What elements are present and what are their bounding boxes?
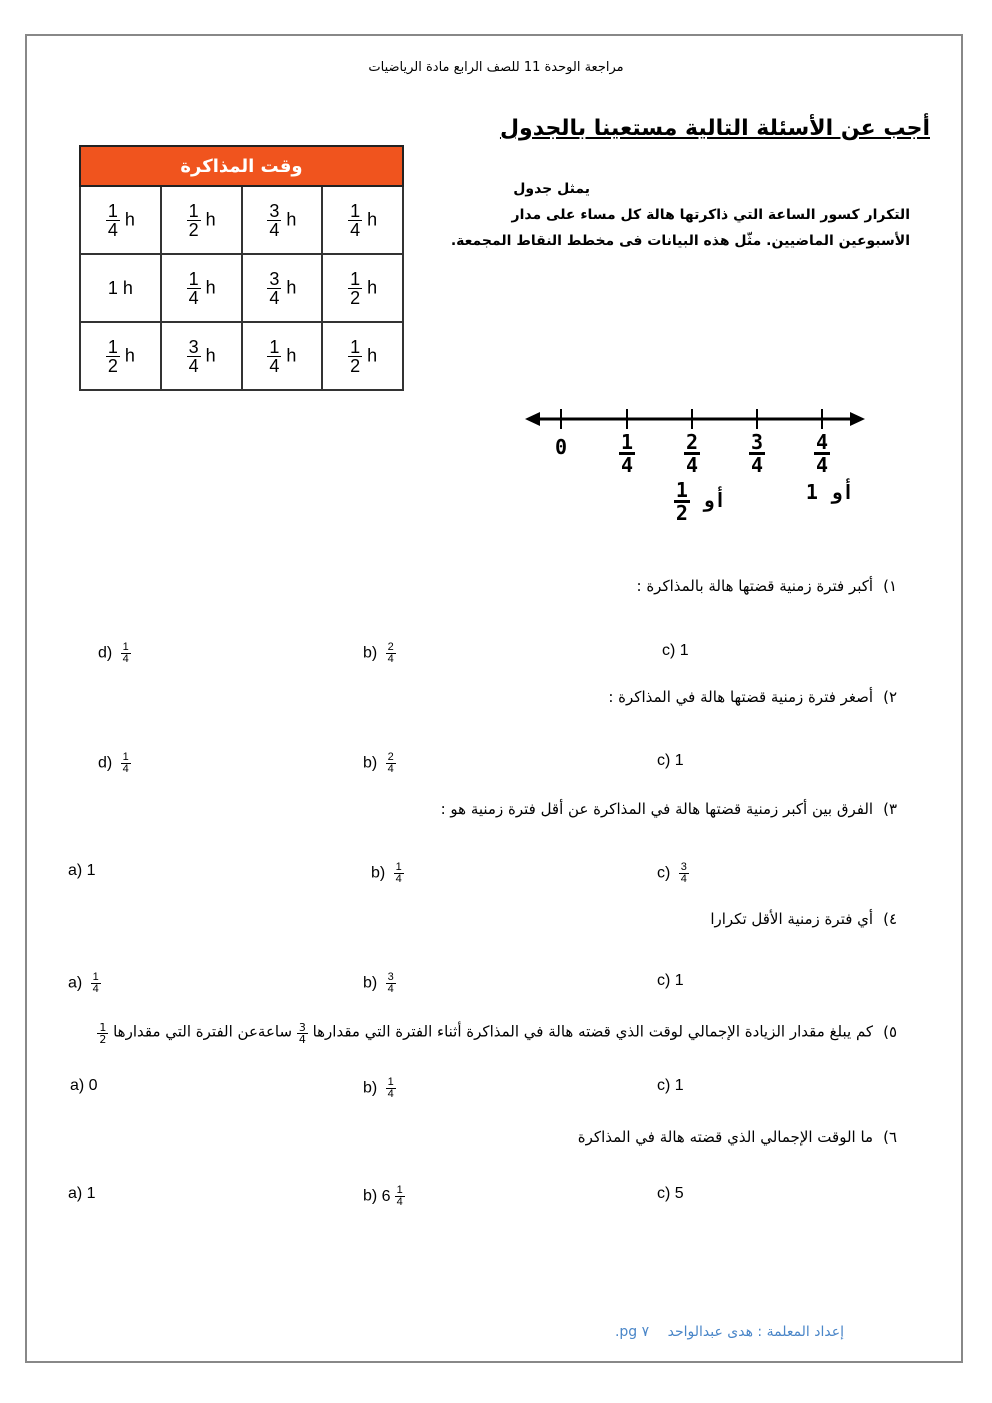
value	[675, 752, 684, 769]
worksheet-header: مراجعة الوحدة 11 للصف الرابع مادة الرياضيات	[368, 60, 624, 75]
whole-number: 1	[86, 862, 96, 879]
value	[348, 336, 362, 376]
denominator: 4	[395, 873, 402, 885]
fraction	[97, 1022, 108, 1045]
answer-option[interactable]	[98, 752, 131, 775]
instruction-line: يمثل جدول	[513, 181, 590, 197]
whole-number: 1	[674, 752, 684, 769]
value	[87, 1185, 96, 1202]
table-row	[80, 186, 403, 254]
answer-option[interactable]	[657, 1077, 684, 1095]
value	[674, 478, 690, 525]
fraction	[679, 862, 689, 885]
value	[348, 268, 362, 308]
fraction	[814, 432, 830, 475]
value	[390, 861, 404, 885]
numerator: 1	[188, 268, 199, 289]
fraction	[619, 432, 635, 475]
value	[814, 430, 830, 477]
denominator: 4	[92, 983, 99, 995]
option-letter: b)	[363, 974, 382, 992]
fraction	[386, 1077, 396, 1100]
question-text	[57, 1022, 897, 1045]
question-number: ٢)	[883, 688, 897, 706]
tick-label	[802, 432, 842, 475]
fraction	[386, 642, 396, 665]
fraction	[395, 1185, 405, 1208]
unit-label: h	[281, 344, 297, 365]
denominator: 4	[269, 219, 280, 240]
question-number: ٦)	[883, 1128, 897, 1146]
numerator: 2	[387, 641, 394, 653]
question-label: أكبر فترة زمنية قضتها هالة بالمذاكرة :	[636, 577, 874, 595]
value	[117, 641, 131, 665]
denominator: 2	[350, 355, 361, 376]
numerator: 1	[188, 200, 199, 221]
option-letter: c)	[657, 1077, 675, 1094]
option-letter: d)	[98, 754, 117, 772]
fraction	[394, 862, 404, 885]
or-text: أو	[689, 488, 727, 512]
unit-label: h	[200, 208, 216, 229]
unit-label: h	[200, 276, 216, 297]
table-cell	[80, 254, 161, 322]
fraction	[187, 270, 201, 307]
denominator: 4	[387, 763, 394, 775]
option-letter: b)	[363, 1079, 382, 1097]
fraction	[684, 432, 700, 475]
fraction	[674, 480, 690, 523]
table-cell	[322, 186, 403, 254]
option-letter: a)	[70, 1077, 89, 1094]
whole-number: 0	[88, 1077, 98, 1094]
numerator: 3	[188, 336, 199, 357]
value	[106, 200, 120, 240]
whole-number: 0	[554, 435, 568, 459]
table-cell	[242, 254, 323, 322]
alternate-label	[660, 480, 740, 523]
fraction	[749, 432, 765, 475]
whole-number: 1	[674, 972, 684, 989]
numerator: 1	[122, 751, 129, 763]
denominator: 4	[269, 355, 280, 376]
value	[806, 480, 818, 504]
table-cell	[242, 322, 323, 390]
table-cell	[242, 186, 323, 254]
fraction	[106, 338, 120, 375]
left-arrow-icon	[525, 412, 540, 426]
question-label: كم يبلغ مقدار الزيادة الإجمالي لوقت الذي قضته هالة في المذاكرة أثناء الفترة التي مقدارها	[307, 1022, 874, 1041]
answer-option[interactable]	[363, 1077, 396, 1100]
whole-number: 1	[86, 1185, 96, 1202]
numerator: 1	[675, 478, 688, 502]
fraction	[106, 202, 120, 239]
value	[348, 200, 362, 240]
whole-number: 1	[107, 277, 118, 298]
denominator: 4	[387, 653, 394, 665]
denominator: 2	[188, 219, 199, 240]
denominator: 4	[122, 653, 129, 665]
numerator: 3	[269, 200, 280, 221]
value	[675, 1077, 684, 1094]
value	[97, 1021, 108, 1046]
whole-number: 1	[674, 1077, 684, 1094]
question-number: ٣)	[883, 800, 897, 818]
value	[106, 336, 120, 376]
whole-number: 6	[381, 1187, 391, 1205]
denominator: 4	[298, 1033, 306, 1046]
numerator: 1	[107, 200, 118, 221]
unit-label: h	[362, 276, 378, 297]
table-cell	[161, 254, 242, 322]
whole-number: 5	[674, 1185, 684, 1202]
question-label: أي فترة زمنية الأقل تكرارا	[710, 910, 874, 928]
option-letter: c)	[662, 642, 680, 659]
table-cell	[161, 322, 242, 390]
value	[382, 751, 396, 775]
fraction	[267, 270, 281, 307]
answer-option[interactable]	[68, 1185, 96, 1203]
instruction-line: الأسبوعين الماضيين. مثّل هذه البيانات فى مخطط النقاط المجمعة.	[450, 233, 910, 249]
value	[382, 971, 396, 995]
table-row	[80, 322, 403, 390]
value	[675, 972, 684, 989]
denominator: 2	[99, 1033, 107, 1046]
value	[267, 268, 281, 308]
answer-option[interactable]	[657, 752, 684, 770]
numerator: 3	[298, 1021, 306, 1034]
value	[619, 430, 635, 477]
numerator: 1	[269, 336, 280, 357]
answer-option[interactable]	[657, 1185, 684, 1203]
question-text	[57, 577, 897, 595]
tick-label	[607, 432, 647, 475]
numerator: 1	[99, 1021, 107, 1034]
numerator: 2	[387, 751, 394, 763]
denominator: 2	[675, 501, 688, 525]
answer-option[interactable]	[363, 752, 396, 775]
tick-label	[672, 432, 712, 475]
page-title: أجب عن الأسئلة التالية مستعينا بالجدول	[499, 116, 930, 141]
value	[267, 200, 281, 240]
numerator: 1	[107, 336, 118, 357]
table-row	[80, 254, 403, 322]
question-label: أصغر فترة زمنية قضتها هالة في المذاكرة :	[608, 688, 874, 706]
instruction-line: التكرار كسور الساعة التي ذاكرتها هالة كل مساء على مدار	[511, 207, 910, 223]
question-text	[57, 910, 897, 928]
table-cell	[80, 322, 161, 390]
fraction	[386, 972, 396, 995]
denominator: 2	[107, 355, 118, 376]
or-text: أو	[817, 480, 855, 504]
option-letter: a)	[68, 1185, 87, 1202]
alternate-label	[790, 480, 870, 504]
answer-option[interactable]	[68, 862, 96, 880]
table-cell	[322, 322, 403, 390]
option-letter: c)	[657, 752, 675, 769]
fraction	[121, 752, 131, 775]
table-title: وقت المذاكرة	[80, 146, 403, 186]
fraction	[348, 338, 362, 375]
value	[555, 435, 567, 459]
question-label: الفرق بين أكبر زمنية قضتها هالة في المذاكرة عن أقل فترة زمنية هو :	[440, 800, 874, 818]
fraction	[121, 642, 131, 665]
whole-number: 1	[805, 480, 818, 504]
numerator: 3	[750, 430, 764, 454]
tick-label	[541, 435, 581, 459]
option-letter: b)	[363, 754, 382, 772]
option-letter: b)	[363, 1187, 382, 1205]
question-label: ساعةعن الفترة التي مقدارها	[108, 1022, 297, 1041]
unit-label: h	[117, 277, 133, 298]
option-letter: c)	[657, 1185, 675, 1202]
value	[117, 751, 131, 775]
fraction	[187, 338, 201, 375]
answer-option[interactable]	[68, 972, 101, 995]
answer-option[interactable]	[657, 862, 689, 885]
table-cell	[322, 254, 403, 322]
denominator: 4	[350, 219, 361, 240]
numerator: 1	[350, 268, 361, 289]
question-text	[57, 1128, 897, 1146]
unit-label: h	[119, 208, 135, 229]
unit-label: h	[281, 276, 297, 297]
footer	[615, 1324, 844, 1340]
question-label: ما الوقت الإجمالي الذي قضته هالة في المذاكرة	[577, 1128, 874, 1146]
fraction	[187, 202, 201, 239]
value	[87, 862, 96, 879]
denominator: 4	[122, 763, 129, 775]
numerator: 1	[122, 641, 129, 653]
question-number: ٥)	[883, 1022, 897, 1041]
unit-label: h	[281, 208, 297, 229]
value	[297, 1021, 308, 1046]
value	[684, 430, 700, 477]
denominator: 4	[387, 1088, 394, 1100]
instructions	[451, 176, 910, 254]
denominator: 4	[396, 1196, 403, 1208]
value	[382, 1076, 396, 1100]
option-letter: a)	[68, 862, 87, 879]
option-letter: b)	[363, 644, 382, 662]
value	[89, 1077, 98, 1094]
right-arrow-icon	[850, 412, 865, 426]
answer-option[interactable]	[657, 972, 684, 990]
value	[187, 200, 201, 240]
unit-label: h	[200, 344, 216, 365]
value	[108, 278, 118, 298]
fraction	[297, 1022, 308, 1045]
table-cell	[80, 186, 161, 254]
denominator: 4	[188, 355, 199, 376]
denominator: 4	[815, 453, 829, 477]
option-letter: a)	[68, 974, 87, 992]
fraction	[267, 338, 281, 375]
denominator: 4	[107, 219, 118, 240]
answer-option[interactable]	[371, 862, 404, 885]
table-cell	[161, 186, 242, 254]
numerator: 1	[92, 971, 99, 983]
numerator: 3	[680, 861, 687, 873]
fraction	[267, 202, 281, 239]
value	[675, 1185, 684, 1202]
numerator: 1	[620, 430, 634, 454]
question-text	[57, 688, 897, 706]
value	[381, 1184, 405, 1208]
value	[675, 861, 689, 885]
fraction	[386, 752, 396, 775]
unit-label: h	[119, 344, 135, 365]
fraction	[91, 972, 101, 995]
numerator: 1	[396, 1184, 403, 1196]
denominator: 4	[387, 983, 394, 995]
fraction	[348, 270, 362, 307]
value	[680, 642, 689, 659]
question-number: ٤)	[883, 910, 897, 928]
question-text	[57, 800, 897, 818]
value	[87, 971, 101, 995]
unit-label: h	[362, 208, 378, 229]
numerator: 1	[395, 861, 402, 873]
numerator: 4	[815, 430, 829, 454]
answer-option[interactable]	[98, 642, 131, 665]
numerator: 3	[387, 971, 394, 983]
denominator: 4	[620, 453, 634, 477]
denominator: 2	[350, 287, 361, 308]
question-number: ١)	[883, 577, 897, 595]
denominator: 4	[750, 453, 764, 477]
answer-option[interactable]	[70, 1077, 98, 1095]
page-number: ٧ pg.	[614, 1324, 650, 1340]
value	[267, 336, 281, 376]
value	[749, 430, 765, 477]
denominator: 4	[685, 453, 699, 477]
denominator: 4	[680, 873, 687, 885]
teacher-credit: إعداد المعلمة : هدى عبدالواحد	[667, 1324, 844, 1340]
answer-option[interactable]	[363, 972, 396, 995]
answer-option[interactable]	[363, 1185, 405, 1208]
value	[382, 641, 396, 665]
numerator: 1	[387, 1076, 394, 1088]
whole-number: 1	[679, 642, 689, 659]
denominator: 4	[188, 287, 199, 308]
option-letter: c)	[657, 864, 675, 882]
answer-option[interactable]	[363, 642, 396, 665]
fraction	[348, 202, 362, 239]
option-letter: d)	[98, 644, 117, 662]
numerator: 1	[350, 200, 361, 221]
option-letter: c)	[657, 972, 675, 989]
denominator: 4	[269, 287, 280, 308]
value	[187, 336, 201, 376]
option-letter: b)	[371, 864, 390, 882]
tick-label	[737, 432, 777, 475]
unit-label: h	[362, 344, 378, 365]
numerator: 1	[350, 336, 361, 357]
answer-option[interactable]	[662, 642, 689, 660]
numerator: 3	[269, 268, 280, 289]
value	[187, 268, 201, 308]
numerator: 2	[685, 430, 699, 454]
study-time-table	[79, 145, 404, 391]
